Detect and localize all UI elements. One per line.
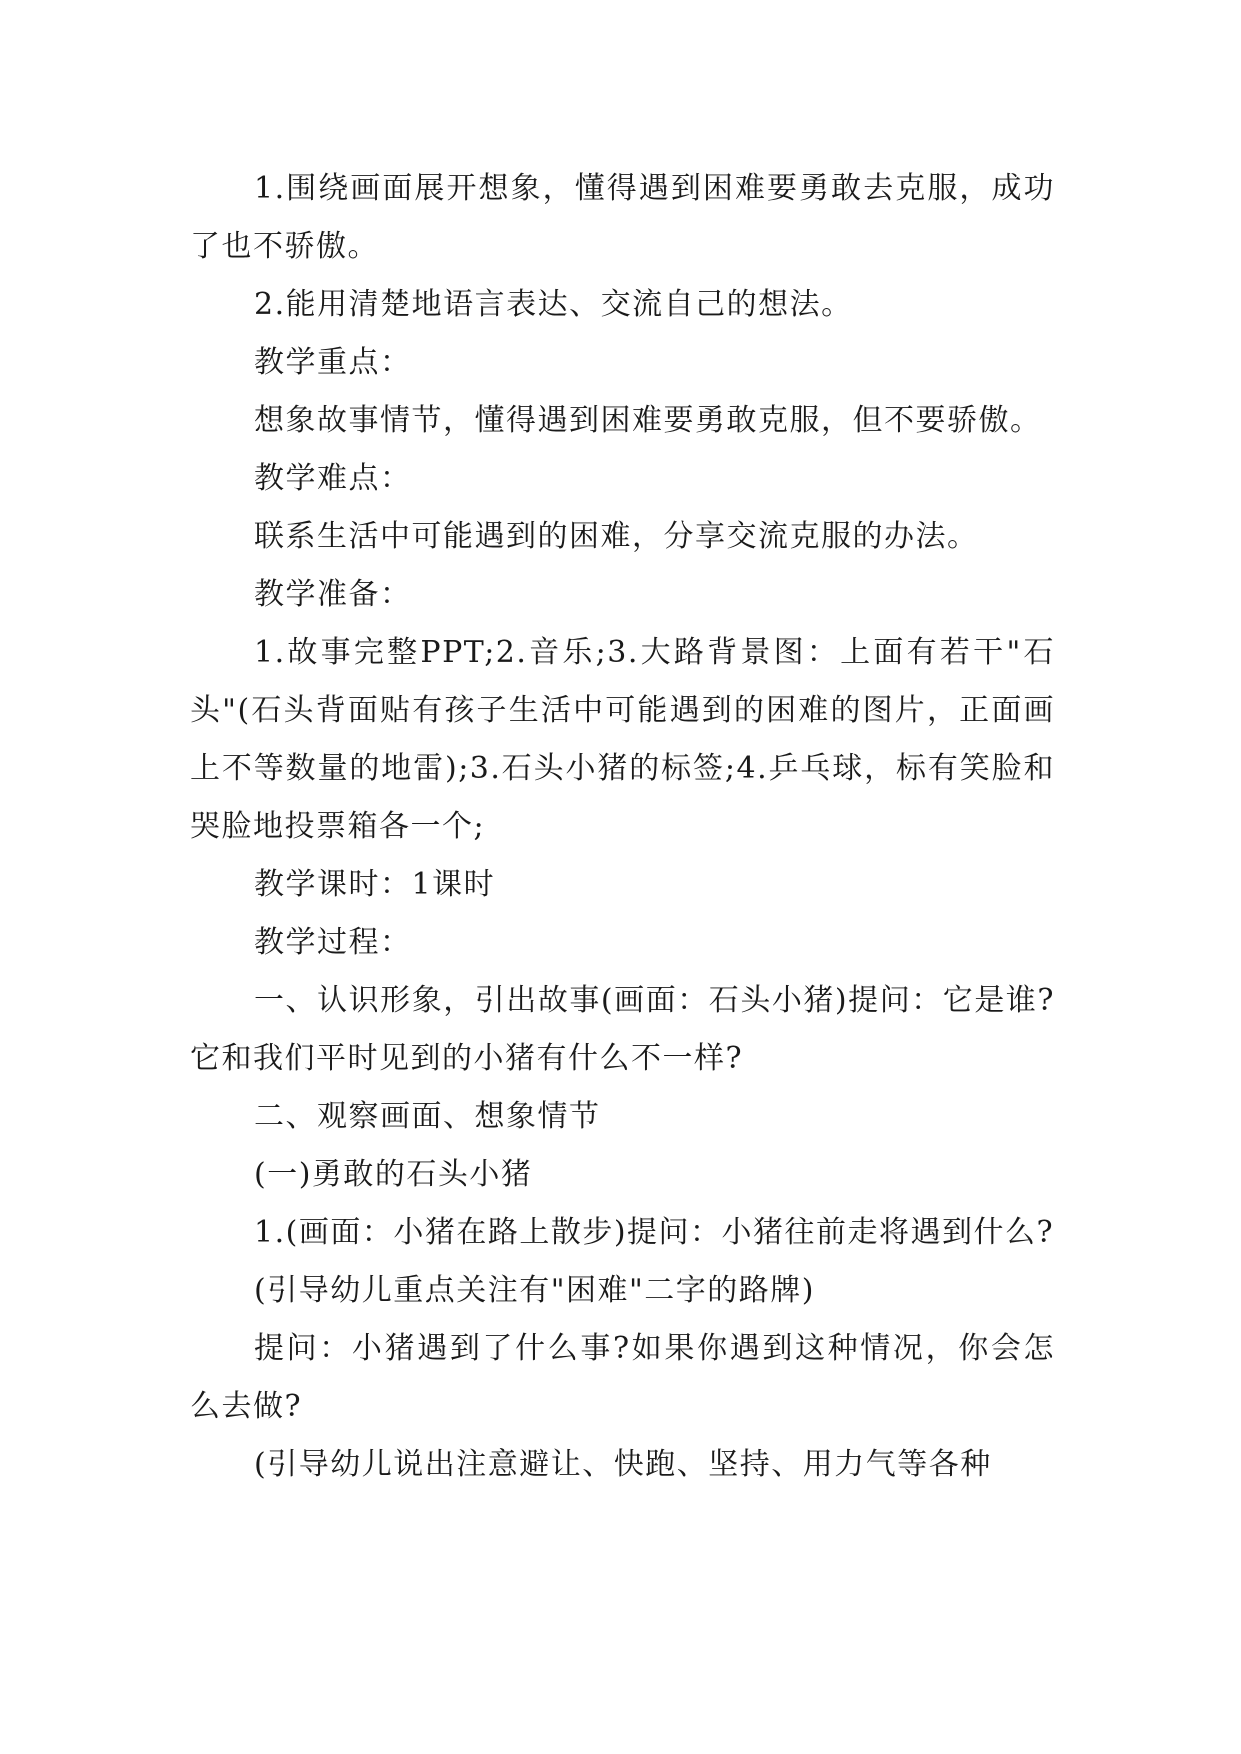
difficulties-heading: 教学难点： (254, 461, 412, 496)
preparation-heading: 教学准备： (254, 577, 412, 612)
process-guide-2: (引导幼儿说出注意避让、快跑、坚持、用力气等各种 (254, 1447, 992, 1482)
process-guide-1: (引导幼儿重点关注有"困难"二字的路牌) (254, 1273, 816, 1308)
difficulties-text: 联系生活中可能遇到的困难，分享交流克服的办法。 (254, 519, 979, 554)
key-points-text: 想象故事情节，懂得遇到困难要勇敢克服，但不要骄傲。 (254, 403, 1042, 438)
document-body (190, 160, 1055, 1494)
process-item-1: 1.(画面：小猪在路上散步)提问：小猪往前走将遇到什么? (254, 1215, 1055, 1250)
objective-2: 2.能用清楚地语言表达、交流自己的想法。 (254, 287, 853, 322)
key-points-heading: 教学重点： (254, 345, 412, 380)
process-step-2: 二、观察画面、想象情节 (254, 1099, 601, 1134)
process-step-1: 一、认识形象，引出故事(画面：石头小猪)提问：它是谁?它和我们平时见到的小猪有什么不一样? (190, 983, 1055, 1076)
preparation-text: 1.故事完整PPT;2.音乐;3.大路背景图：上面有若干"石头"(石头背面贴有孩子生活中可能遇到的困难的图片，正面画上不等数量的地雷);3.石头小猪的标签;4.乒乓球，标有笑脸和哭脸地投票箱各一个; (190, 635, 1055, 844)
class-hours: 教学课时：1课时 (254, 867, 496, 902)
process-subheading-1: (一)勇敢的石头小猪 (254, 1157, 533, 1192)
process-heading: 教学过程： (254, 925, 412, 960)
objective-1: 1.围绕画面展开想象，懂得遇到困难要勇敢去克服，成功了也不骄傲。 (190, 171, 1055, 264)
process-question-2: 提问：小猪遇到了什么事?如果你遇到这种情况，你会怎么去做? (190, 1331, 1055, 1424)
